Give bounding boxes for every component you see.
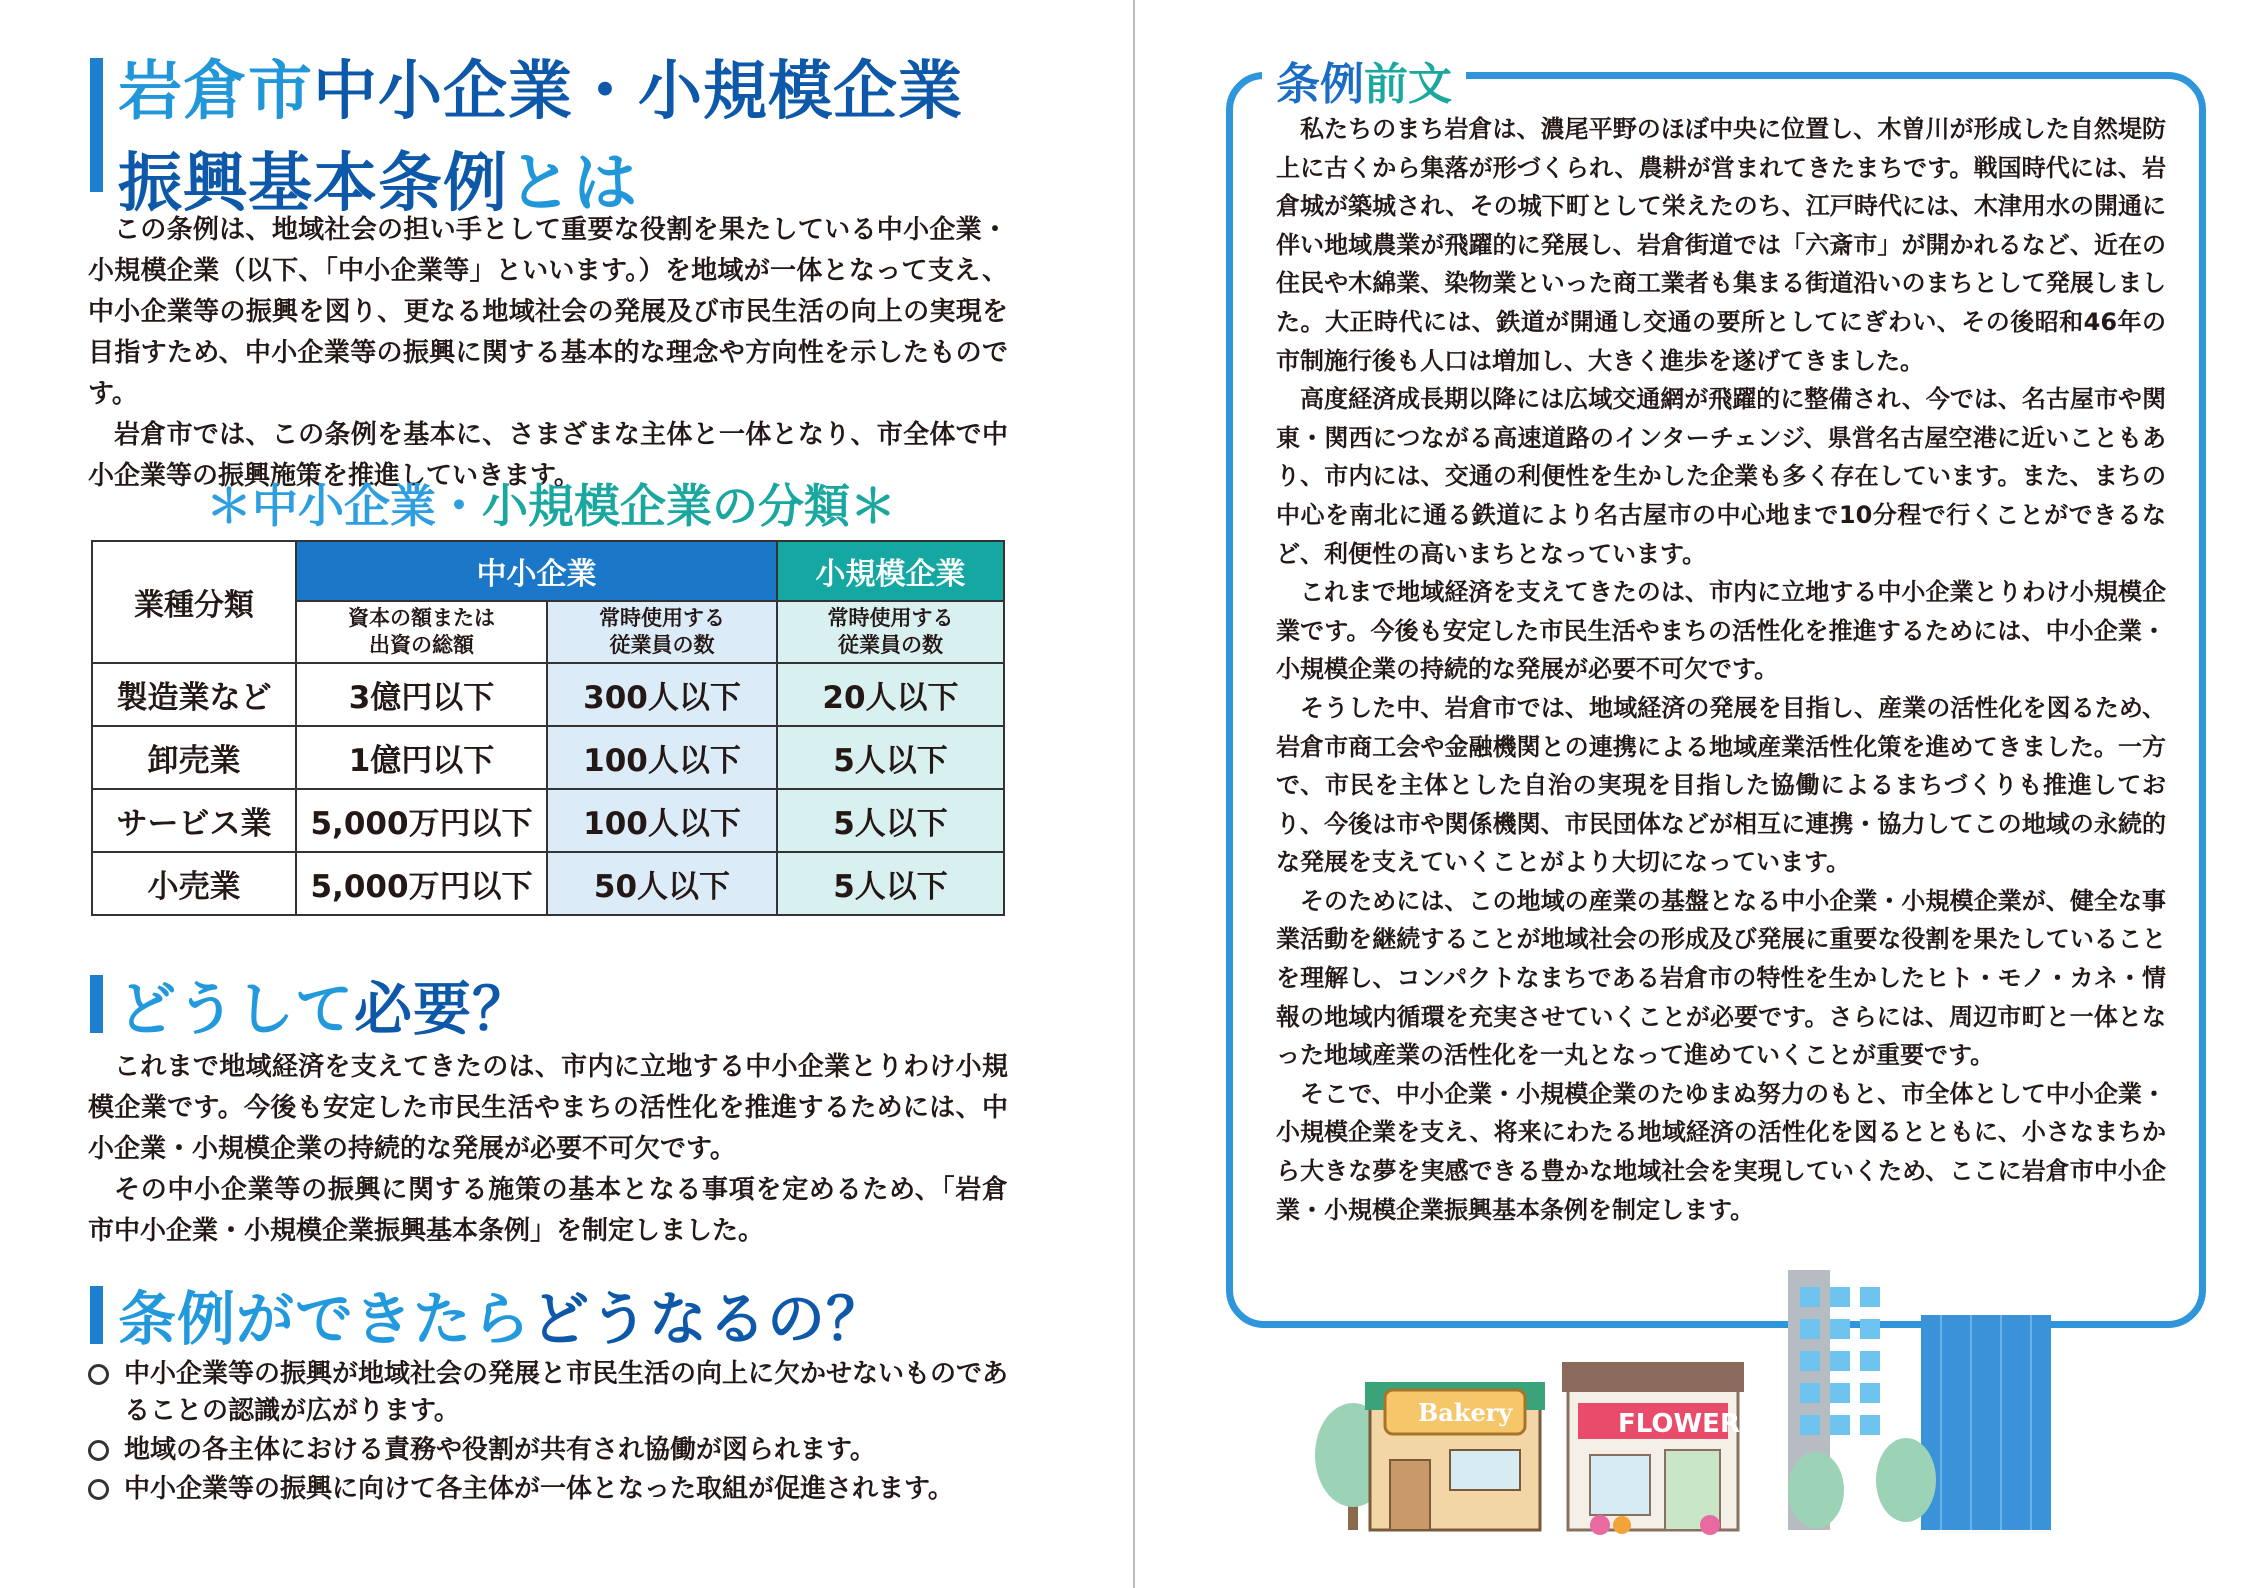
intro-paragraph: 岩倉市では、この条例を基本に、さまざまな主体と一体となり、市全体で中小企業等の振興施策を推進していきます。 — [88, 420, 1008, 491]
intro-text — [88, 210, 1008, 497]
list-item: 中小企業等の振興に向けて各主体が一体となった取組が促進されます。 — [88, 1471, 1018, 1508]
preamble-paragraph: 私たちのまち岩倉は、濃尾平野のほぼ中央に位置し、木曽川が形成した自然堤防上に古くから集落が形づくられ、農耕が営まれてきたまちです。戦国時代には、岩倉城が築城され、その城下町として栄えたのち、江戸時代には、木津用水の開通に伴い地域農業が飛躍的に発展し、岩倉街道では「六斎市」が開かれるなど、近在の住民や木綿業、染物業といった商工業者も集まる街道沿いのまちとして発展しました。大正時代には、鉄道が開通し交通の要所としてにぎわい、その後昭和46年の市制施行後も人口は増加し、大きく進歩を遂げてきました。 — [1276, 115, 2166, 375]
classification-title: ＊中小企業・小規模企業の分類＊ — [206, 479, 896, 533]
why-text — [88, 1047, 1008, 1252]
cell-capital: 1億円以下 — [296, 726, 547, 789]
cell-industry: 小売業 — [92, 852, 296, 915]
page-divider — [1133, 0, 1135, 1588]
cell-employees: 100人以下 — [547, 789, 777, 852]
list-item: 地域の各主体における責務や役割が共有され協働が図られます。 — [88, 1432, 1018, 1469]
subheader-capital: 資本の額または 出資の総額 — [296, 601, 547, 663]
results-list — [88, 1356, 1018, 1510]
town-illustration — [1310, 1270, 1830, 1540]
subheader-employees-small: 常時使用する 従業員の数 — [777, 601, 1004, 663]
cell-industry: 製造業など — [92, 663, 296, 726]
table-row — [92, 726, 1004, 789]
preamble-paragraph: 高度経済成長期以降には広域交通網が飛躍的に整備され、今では、名古屋市や関東・関西につながる高速道路のインターチェンジ、県営名古屋空港に近いこともあり、市内には、交通の利便性を生かした企業も多く存在しています。また、まちの中心を南北に通る鉄道により名古屋市の中心地まで10分程で行くことができるなど、利便性の高いまちとなっています。 — [1276, 385, 2166, 568]
glass-tower-icon — [1921, 1315, 2051, 1530]
circle-bullet-icon — [88, 1364, 109, 1385]
classification-table — [91, 540, 1005, 916]
flower-sign: FLOWER — [1618, 1409, 1740, 1439]
building-windows-icon — [1800, 1287, 1880, 1435]
intro-paragraph: この条例は、地域社会の担い手として重要な役割を果たしている中小企業・小規模企業（以下、「中小企業等」といいます。）を地域が一体となって支え、中小企業等の振興を図り、更なる地域社会の発展及び市民生活の向上の実現を目指すため、中小企業等の振興に関する基本的な理念や方向性を示したものです。 — [88, 215, 1008, 409]
why-paragraph: その中小企業等の振興に関する施策の基本となる事項を定めるため、「岩倉市中小企業・小規模企業振興基本条例」を制定しました。 — [88, 1175, 1008, 1246]
cell-employees: 100人以下 — [547, 726, 777, 789]
table-row — [92, 789, 1004, 852]
cell-small: 20人以下 — [777, 663, 1004, 726]
result-title: 条例ができたらどうなるの？ — [118, 1285, 886, 1353]
cell-capital: 5,000万円以下 — [296, 789, 547, 852]
preamble-paragraph: そこで、中小企業・小規模企業のたゆまぬ努力のもと、市全体として中小企業・小規模企業を支え、将来にわたる地域経済の活性化を図るとともに、小さなまちから大きな夢を実感できる豊かな地域社会を実現していくため、ここに岩倉市中小企業・小規模企業振興基本条例を制定します。 — [1276, 1079, 2166, 1224]
cell-employees: 300人以下 — [547, 663, 777, 726]
cell-small: 5人以下 — [777, 726, 1004, 789]
city-buildings — [1786, 1275, 2076, 1530]
list-item: 中小企業等の振興が地域社会の発展と市民生活の向上に欠かせないものであることの認識が広がります。 — [88, 1356, 1018, 1430]
flower-shop-icon — [1562, 1362, 1744, 1535]
preamble-text — [1276, 110, 2166, 1229]
cell-small: 5人以下 — [777, 789, 1004, 852]
preamble-paragraph: そうした中、岩倉市では、地域経済の発展を目指し、産業の活性化を図るため、岩倉市商工会や金融機関との連携による地域産業活性化策を進めてきました。一方で、市民を主体とした自治の実現を目指した協働によるまちづくりも推進しており、今後は市や関係機関、市民団体などが相互に連携・協力してこの地域の永続的な発展を支えていくことがより大切になっています。 — [1276, 693, 2166, 877]
cell-industry: サービス業 — [92, 789, 296, 852]
heading-bar — [90, 1286, 103, 1344]
preamble-title: 条例前文 — [1262, 48, 1466, 112]
heading-bar — [90, 975, 103, 1033]
table-row — [92, 663, 1004, 726]
heading-bar — [90, 58, 103, 192]
header-small: 小規模企業 — [777, 541, 1004, 601]
header-sme: 中小企業 — [296, 541, 777, 601]
subheader-employees-sme: 常時使用する 従業員の数 — [547, 601, 777, 663]
why-title: どうして必要？ — [118, 975, 532, 1043]
header-industry: 業種分類 — [92, 541, 296, 663]
tree-icon — [1788, 1438, 1936, 1528]
cell-industry: 卸売業 — [92, 726, 296, 789]
circle-bullet-icon — [88, 1440, 109, 1461]
main-title: 岩倉市中小企業・小規模企業 振興基本条例とは — [118, 55, 963, 221]
cell-capital: 3億円以下 — [296, 663, 547, 726]
cell-small: 5人以下 — [777, 852, 1004, 915]
preamble-paragraph: これまで地域経済を支えてきたのは、市内に立地する中小企業とりわけ小規模企業です。今後も安定した市民生活やまちの活性化を推進するためには、中小企業・小規模企業の持続的な発展が必要不可欠です。 — [1276, 578, 2166, 684]
cell-employees: 50人以下 — [547, 852, 777, 915]
why-paragraph: これまで地域経済を支えてきたのは、市内に立地する中小企業とりわけ小規模企業です。今後も安定した市民生活やまちの活性化を推進するためには、中小企業・小規模企業の持続的な発展が必要不可欠です。 — [88, 1052, 1008, 1164]
table-row — [92, 852, 1004, 915]
cell-capital: 5,000万円以下 — [296, 852, 547, 915]
circle-bullet-icon — [88, 1479, 109, 1500]
preamble-paragraph: そのためには、この地域の産業の基盤となる中小企業・小規模企業が、健全な事業活動を継続することが地域社会の形成及び発展に重要な役割を果たしていることを理解し、コンパクトなまちである岩倉市の特性を生かしたヒト・モノ・カネ・情報の地域内循環を充実させていくことが必要です。さらには、周辺市町と一体となった地域産業の活性化を一丸となって進めていくことが重要です。 — [1276, 886, 2166, 1070]
bakery-sign: Bakery — [1418, 1398, 1513, 1427]
